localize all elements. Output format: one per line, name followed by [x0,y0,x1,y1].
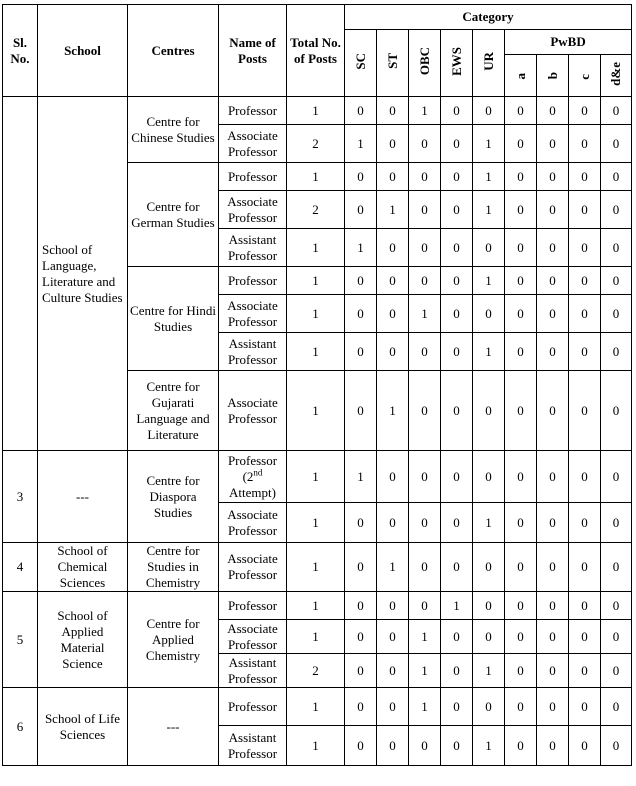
post-name-cell: Associate Professor [219,125,287,163]
post-name-cell: Professor [219,688,287,726]
pwbd-a-cell: 0 [505,333,537,371]
header-ews-label: EWS [448,46,464,76]
obc-cell: 0 [409,451,441,503]
ews-cell: 0 [441,654,473,688]
pwbd-a-cell: 0 [505,267,537,295]
st-cell: 0 [377,333,409,371]
pwbd-a-cell: 0 [505,654,537,688]
total-posts-cell: 1 [287,620,345,654]
sc-cell: 1 [345,451,377,503]
header-school: School [38,5,128,97]
pwbd-c-cell: 0 [569,163,601,191]
pwbd-de-cell: 0 [601,451,632,503]
sc-cell: 0 [345,371,377,451]
sc-cell: 0 [345,333,377,371]
st-cell: 0 [377,267,409,295]
post-name-cell: Associate Professor [219,503,287,543]
total-posts-cell: 2 [287,654,345,688]
ur-cell: 0 [473,543,505,592]
post-name-cell: Professor [219,267,287,295]
sl-no-cell: 3 [3,451,38,543]
post-name-cell: Associate Professor [219,620,287,654]
st-cell: 0 [377,620,409,654]
st-cell: 0 [377,726,409,766]
ews-cell: 0 [441,726,473,766]
total-posts-cell: 1 [287,295,345,333]
pwbd-c-cell: 0 [569,592,601,620]
post-name-cell: Professor [219,97,287,125]
pwbd-b-cell: 0 [537,333,569,371]
pwbd-a-cell: 0 [505,295,537,333]
st-cell: 1 [377,543,409,592]
pwbd-c-cell: 0 [569,333,601,371]
pwbd-a-cell: 0 [505,503,537,543]
ur-cell: 0 [473,295,505,333]
total-posts-cell: 1 [287,543,345,592]
ur-cell: 1 [473,503,505,543]
sc-cell: 0 [345,191,377,229]
obc-cell: 0 [409,333,441,371]
ews-cell: 0 [441,125,473,163]
ur-cell: 0 [473,371,505,451]
header-pwbd-b [537,55,569,97]
obc-cell: 1 [409,688,441,726]
obc-cell: 1 [409,97,441,125]
pwbd-b-cell: 0 [537,592,569,620]
pwbd-a-cell: 0 [505,592,537,620]
pwbd-de-cell: 0 [601,726,632,766]
pwbd-c-cell: 0 [569,371,601,451]
post-name-cell: Assistant Professor [219,333,287,371]
sc-cell: 0 [345,97,377,125]
header-ews [441,30,473,97]
obc-cell: 0 [409,726,441,766]
pwbd-b-cell: 0 [537,97,569,125]
sl-no-cell: 4 [3,543,38,592]
total-posts-cell: 2 [287,125,345,163]
header-ur [473,30,505,97]
obc-cell: 1 [409,654,441,688]
pwbd-c-cell: 0 [569,503,601,543]
st-cell: 0 [377,451,409,503]
sl-no-cell [3,97,38,451]
table-row [3,592,632,620]
header-obc [409,30,441,97]
st-cell: 0 [377,592,409,620]
centre-cell: Centre for Gujarati Language and Literature [128,371,219,451]
ur-cell: 1 [473,726,505,766]
total-posts-cell: 1 [287,97,345,125]
post-name-cell: Associate Professor [219,295,287,333]
sc-cell: 0 [345,592,377,620]
ews-cell: 0 [441,97,473,125]
total-posts-cell: 1 [287,688,345,726]
pwbd-b-cell: 0 [537,620,569,654]
pwbd-a-cell: 0 [505,163,537,191]
header-pwbd-b-label: b [544,72,560,80]
pwbd-de-cell: 0 [601,592,632,620]
header-pwbd-c-label: c [576,73,592,80]
school-cell: School of Chemical Sciences [38,543,128,592]
ews-cell: 0 [441,267,473,295]
st-cell: 0 [377,125,409,163]
header-st [377,30,409,97]
post-name-cell: Assistant Professor [219,229,287,267]
post-name-cell: Associate Professor [219,543,287,592]
ews-cell: 0 [441,451,473,503]
post-name-cell: Assistant Professor [219,726,287,766]
ews-cell: 0 [441,191,473,229]
pwbd-b-cell: 0 [537,371,569,451]
post-name-cell: Associate Professor [219,371,287,451]
pwbd-a-cell: 0 [505,125,537,163]
pwbd-c-cell: 0 [569,125,601,163]
ews-cell: 0 [441,371,473,451]
table-row [3,451,632,503]
header-pwbd-a [505,55,537,97]
ur-cell: 0 [473,97,505,125]
header-pwbd: PwBD [505,30,632,55]
st-cell: 0 [377,163,409,191]
pwbd-c-cell: 0 [569,267,601,295]
pwbd-b-cell: 0 [537,191,569,229]
post-name-cell: Assistant Professor [219,654,287,688]
header-pwbd-de-label: d&e [608,61,623,86]
total-posts-cell: 1 [287,592,345,620]
ur-cell: 1 [473,267,505,295]
pwbd-a-cell: 0 [505,451,537,503]
pwbd-b-cell: 0 [537,163,569,191]
obc-cell: 0 [409,503,441,543]
sc-cell: 1 [345,125,377,163]
centre-cell: Centre for Applied Chemistry [128,592,219,688]
sc-cell: 0 [345,726,377,766]
pwbd-de-cell: 0 [601,503,632,543]
centre-cell: Centre for Chinese Studies [128,97,219,163]
pwbd-de-cell: 0 [601,654,632,688]
sl-no-cell: 6 [3,688,38,766]
ur-cell: 0 [473,688,505,726]
st-cell: 0 [377,688,409,726]
ews-cell: 0 [441,688,473,726]
centre-cell: --- [128,688,219,766]
total-posts-cell: 1 [287,726,345,766]
pwbd-c-cell: 0 [569,229,601,267]
st-cell: 0 [377,654,409,688]
pwbd-de-cell: 0 [601,267,632,295]
pwbd-c-cell: 0 [569,688,601,726]
header-st-label: ST [384,53,400,69]
pwbd-c-cell: 0 [569,451,601,503]
ur-cell: 1 [473,191,505,229]
pwbd-b-cell: 0 [537,654,569,688]
pwbd-b-cell: 0 [537,726,569,766]
sc-cell: 1 [345,229,377,267]
header-pwbd-a-label: a [512,73,528,80]
table-body [3,97,632,766]
school-cell: School of Life Sciences [38,688,128,766]
pwbd-c-cell: 0 [569,620,601,654]
centre-cell: Centre for Studies in Chemistry [128,543,219,592]
obc-cell: 0 [409,267,441,295]
ur-cell: 0 [473,229,505,267]
post-name-rest: Attempt) [229,484,276,500]
header-sl-no: Sl. No. [3,5,38,97]
post-name-cell: Professor [219,163,287,191]
pwbd-b-cell: 0 [537,229,569,267]
school-cell: School of Applied Material Science [38,592,128,688]
st-cell: 1 [377,191,409,229]
centre-cell: Centre for German Studies [128,163,219,267]
pwbd-de-cell: 0 [601,688,632,726]
obc-cell: 0 [409,191,441,229]
pwbd-de-cell: 0 [601,333,632,371]
st-cell: 1 [377,371,409,451]
ur-cell: 1 [473,333,505,371]
sl-no-cell: 5 [3,592,38,688]
sc-cell: 0 [345,620,377,654]
pwbd-b-cell: 0 [537,295,569,333]
obc-cell: 0 [409,125,441,163]
total-posts-cell: 1 [287,371,345,451]
header-obc-label: OBC [416,46,432,76]
pwbd-c-cell: 0 [569,295,601,333]
total-posts-cell: 1 [287,503,345,543]
ews-cell: 0 [441,295,473,333]
ews-cell: 0 [441,620,473,654]
post-name-sup: nd [253,467,263,478]
ews-cell: 0 [441,503,473,543]
pwbd-c-cell: 0 [569,726,601,766]
st-cell: 0 [377,97,409,125]
pwbd-a-cell: 0 [505,620,537,654]
total-posts-cell: 2 [287,191,345,229]
obc-cell: 0 [409,163,441,191]
school-cell: School of Language, Literature and Culture Studies [38,97,128,451]
pwbd-a-cell: 0 [505,97,537,125]
header-sc [345,30,377,97]
ur-cell: 1 [473,654,505,688]
header-total-posts: Total No. of Posts [287,5,345,97]
pwbd-a-cell: 0 [505,371,537,451]
total-posts-cell: 1 [287,163,345,191]
st-cell: 0 [377,295,409,333]
post-name-open: (2 [242,468,254,484]
pwbd-de-cell: 0 [601,163,632,191]
sc-cell: 0 [345,503,377,543]
obc-cell: 1 [409,620,441,654]
pwbd-de-cell: 0 [601,295,632,333]
obc-cell: 1 [409,295,441,333]
st-cell: 0 [377,503,409,543]
post-name-main: Professor [227,452,278,468]
pwbd-b-cell: 0 [537,125,569,163]
pwbd-b-cell: 0 [537,543,569,592]
post-name-cell [219,451,287,503]
centre-cell: Centre for Hindi Studies [128,267,219,371]
header-centres: Centres [128,5,219,97]
header-ur-label: UR [480,51,496,71]
obc-cell: 0 [409,229,441,267]
sc-cell: 0 [345,654,377,688]
pwbd-a-cell: 0 [505,726,537,766]
sc-cell: 0 [345,163,377,191]
header-pwbd-c [569,55,601,97]
pwbd-a-cell: 0 [505,191,537,229]
pwbd-b-cell: 0 [537,503,569,543]
pwbd-b-cell: 0 [537,688,569,726]
ur-cell: 0 [473,620,505,654]
ur-cell: 0 [473,451,505,503]
sc-cell: 0 [345,295,377,333]
post-name-cell: Associate Professor [219,191,287,229]
posts-table [2,4,632,766]
header-pwbd-de [601,55,632,97]
post-name-cell: Professor [219,592,287,620]
pwbd-de-cell: 0 [601,191,632,229]
header-name-of-posts: Name of Posts [219,5,287,97]
header-category: Category [345,5,632,30]
pwbd-c-cell: 0 [569,191,601,229]
pwbd-a-cell: 0 [505,688,537,726]
pwbd-de-cell: 0 [601,620,632,654]
pwbd-b-cell: 0 [537,267,569,295]
total-posts-cell: 1 [287,333,345,371]
sc-cell: 0 [345,688,377,726]
pwbd-de-cell: 0 [601,97,632,125]
ur-cell: 1 [473,125,505,163]
ur-cell: 0 [473,592,505,620]
header-sc-label: SC [352,52,368,70]
sc-cell: 0 [345,267,377,295]
obc-cell: 0 [409,592,441,620]
ews-cell: 0 [441,229,473,267]
ews-cell: 0 [441,163,473,191]
obc-cell: 0 [409,543,441,592]
centre-cell: Centre for Diaspora Studies [128,451,219,543]
table-row [3,688,632,726]
school-cell: --- [38,451,128,543]
ews-cell: 1 [441,592,473,620]
pwbd-c-cell: 0 [569,654,601,688]
st-cell: 0 [377,229,409,267]
sc-cell: 0 [345,543,377,592]
pwbd-de-cell: 0 [601,125,632,163]
ews-cell: 0 [441,333,473,371]
obc-cell: 0 [409,371,441,451]
pwbd-de-cell: 0 [601,229,632,267]
total-posts-cell: 1 [287,229,345,267]
pwbd-de-cell: 0 [601,543,632,592]
pwbd-c-cell: 0 [569,97,601,125]
pwbd-b-cell: 0 [537,451,569,503]
total-posts-cell: 1 [287,267,345,295]
pwbd-c-cell: 0 [569,543,601,592]
pwbd-a-cell: 0 [505,543,537,592]
table-row [3,543,632,592]
total-posts-cell: 1 [287,451,345,503]
pwbd-a-cell: 0 [505,229,537,267]
table-row [3,97,632,125]
ur-cell: 1 [473,163,505,191]
pwbd-de-cell: 0 [601,371,632,451]
ews-cell: 0 [441,543,473,592]
